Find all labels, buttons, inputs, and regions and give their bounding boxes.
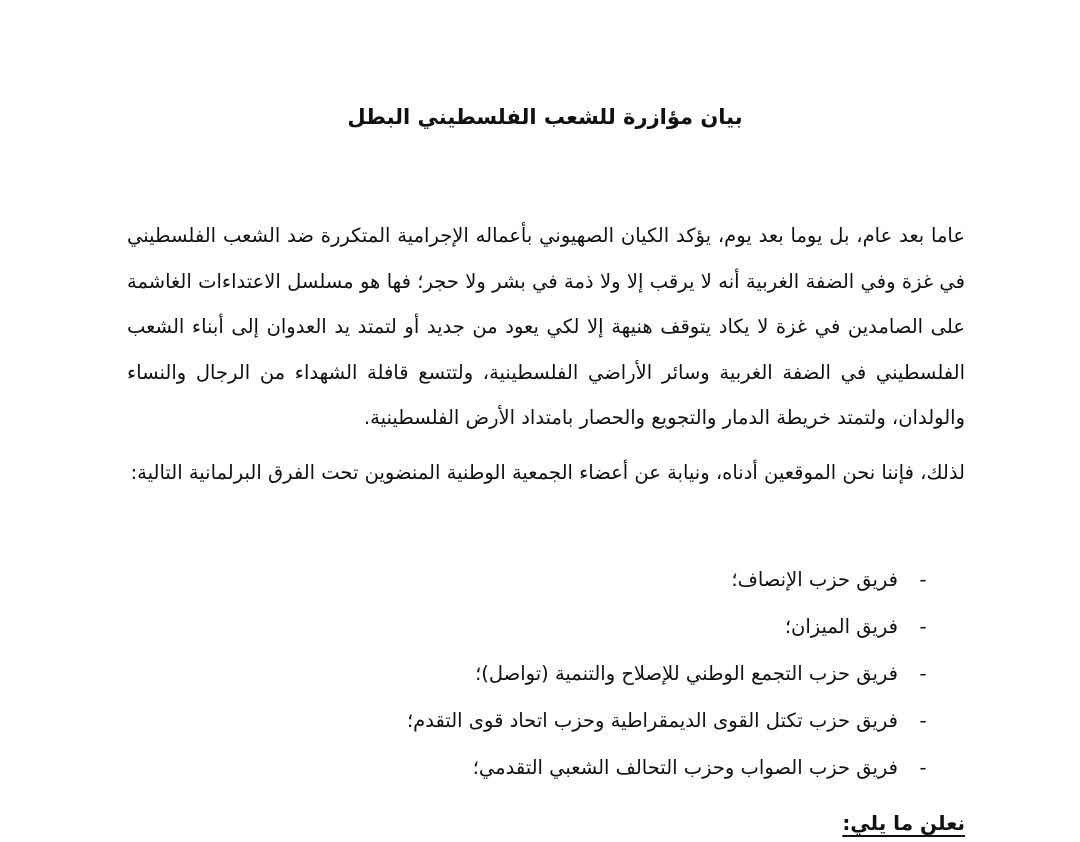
list-item bbox=[130, 556, 930, 603]
list-item-text: فريق حزب التجمع الوطني للإصلاح والتنمية (تواصل)؛ bbox=[475, 662, 898, 685]
list-dash-marker: - bbox=[919, 662, 927, 685]
paragraph-intro: عاما بعد عام، بل يوما بعد يوم، يؤكد الكيان الصهيوني بأعماله الإجرامية المتكررة ضد الشعب الفلسطيني في غزة وفي الضفة الغربية أنه لا يرقب إلا ولا ذمة في بشر ولا حجر؛ فها هو مسلسل الاعتداءات الغاشمة على الصامدين في غزة لا يكاد يتوقف هنيهة إلا لكي يعود من جديد أو لتمتد يد العدوان إلى أبناء الشعب الفلسطيني في الضفة الغربية وسائر الأراضي الفلسطينية، ولتتسع قافلة الشهداء من الرجال والنساء والولدان، ولتمتد خريطة الدمار والتجويع والحصار بامتداد الأرض الفلسطينية. bbox=[127, 224, 965, 429]
list-dash-marker: - bbox=[919, 756, 927, 779]
paragraph-signatories: لذلك، فإننا نحن الموقعين أدناه، ونيابة عن أعضاء الجمعية الوطنية المنضوين تحت الفرق البرلمانية التالية: bbox=[130, 461, 965, 484]
document-title: بيان مؤازرة للشعب الفلسطيني البطل bbox=[347, 105, 743, 129]
list-dash-marker: - bbox=[919, 568, 927, 591]
list-item-text: فريق حزب تكتل القوى الديمقراطية وحزب اتحاد قوى التقدم؛ bbox=[406, 709, 898, 732]
list-item bbox=[130, 603, 930, 650]
list-dash-marker: - bbox=[919, 615, 927, 638]
list-dash-marker: - bbox=[919, 709, 927, 732]
list-item bbox=[130, 744, 930, 791]
declaration-heading: نعلن ما يلي: bbox=[842, 811, 965, 835]
list-item bbox=[130, 650, 930, 697]
list-item-text: فريق حزب الصواب وحزب التحالف الشعبي التقدمي؛ bbox=[472, 756, 898, 779]
list-item bbox=[130, 697, 930, 744]
list-item-text: فريق الميزان؛ bbox=[784, 615, 898, 638]
list-item-text: فريق حزب الإنصاف؛ bbox=[731, 568, 898, 591]
parliamentary-groups-list bbox=[130, 556, 930, 791]
